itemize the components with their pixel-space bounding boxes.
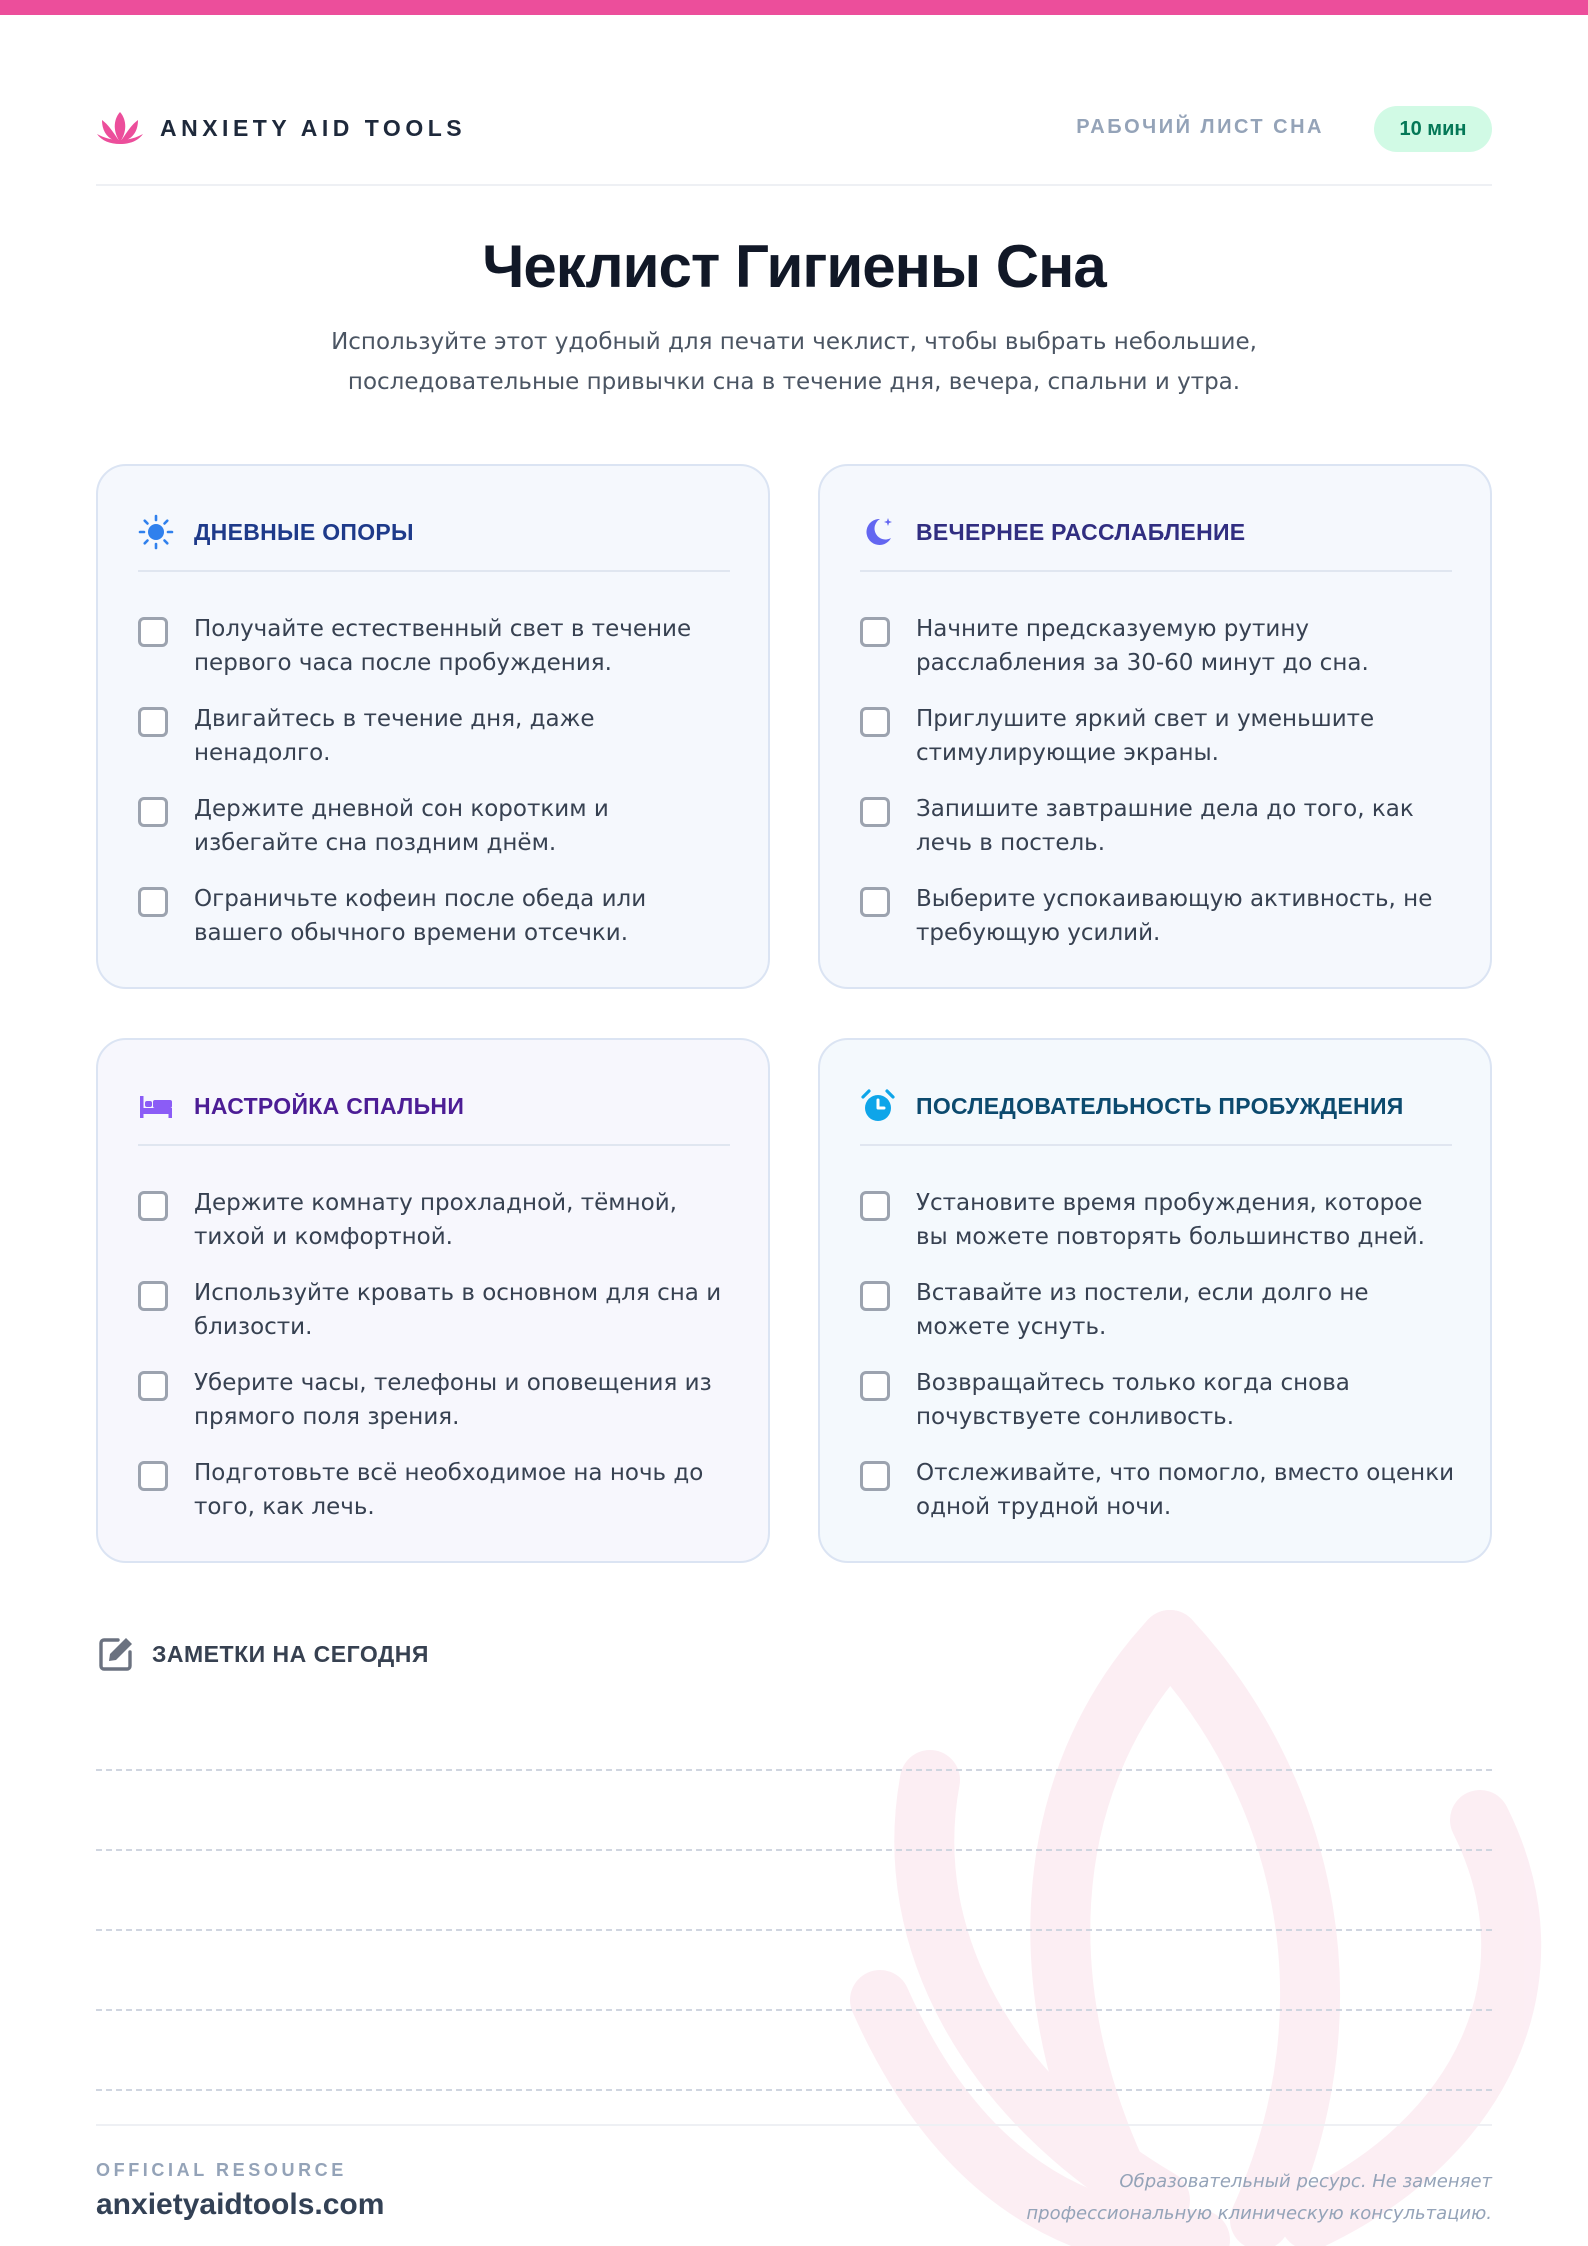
checklist-item — [138, 702, 738, 770]
alarm-clock-icon — [860, 1088, 896, 1124]
checklist-item-text: Установите время пробуждения, которое вы можете повторять большинство дней. — [916, 1190, 1425, 1250]
footer-divider — [96, 2124, 1492, 2126]
checklist-item-text: Двигайтесь в течение дня, даже ненадолго. — [194, 706, 595, 766]
checklist-item-text: Ограничьте кофеин после обеда или вашего обычного времени отсечки. — [194, 886, 647, 946]
footer-label: OFFICIAL RESOURCE — [96, 2160, 347, 2180]
checkbox[interactable] — [138, 707, 168, 737]
note-writing-line[interactable] — [96, 1929, 1492, 1931]
note-writing-line[interactable] — [96, 2089, 1492, 2091]
checklist-item — [138, 792, 738, 860]
pencil-square-icon — [96, 1634, 136, 1674]
section-title: ДНЕВНЫЕ ОПОРЫ — [194, 519, 414, 545]
top-accent-bar — [0, 0, 1588, 15]
checklist-item — [138, 1276, 738, 1344]
checklist-item-text: Отслеживайте, что помогло, вместо оценки одной трудной ночи. — [916, 1460, 1455, 1520]
checklist-item — [138, 882, 738, 950]
notes-title: ЗАМЕТКИ НА СЕГОДНЯ — [152, 1640, 429, 1667]
checkbox[interactable] — [138, 1281, 168, 1311]
checkbox[interactable] — [138, 887, 168, 917]
note-writing-line[interactable] — [96, 1849, 1492, 1851]
checklist-item — [860, 882, 1460, 950]
page-header — [96, 100, 1492, 186]
checklist-item-text: Приглушите яркий свет и уменьшите стимулирующие экраны. — [916, 706, 1375, 766]
section-title: ВЕЧЕРНЕЕ РАССЛАБЛЕНИЕ — [916, 519, 1246, 545]
checklist-item — [138, 612, 738, 680]
checkbox[interactable] — [138, 1191, 168, 1221]
page-subtitle: Используйте этот удобный для печати чеклист, чтобы выбрать небольшие, последовательные привычки сна в течение дня, вечера, спальни и утра. — [331, 329, 1257, 395]
checkbox[interactable] — [138, 1461, 168, 1491]
checklist-item-text: Вставайте из постели, если долго не можете уснуть. — [916, 1280, 1369, 1340]
checkbox[interactable] — [860, 1191, 890, 1221]
section-header — [138, 1090, 730, 1146]
lotus-icon — [96, 108, 144, 148]
checklist — [138, 612, 738, 972]
checklist-item-text: Подготовьте всё необходимое на ночь до того, как лечь. — [194, 1460, 704, 1520]
checklist-item — [860, 702, 1460, 770]
checkbox[interactable] — [860, 797, 890, 827]
brand-name: ANXIETY AID TOOLS — [160, 114, 467, 141]
checkbox[interactable] — [860, 1281, 890, 1311]
checklist-item — [138, 1366, 738, 1434]
checklist-item — [860, 1456, 1460, 1524]
section-header — [860, 1090, 1452, 1146]
checklist-item-text: Начните предсказуемую рутину расслабления за 30-60 минут до сна. — [916, 616, 1369, 676]
checkbox[interactable] — [138, 617, 168, 647]
checklist — [860, 1186, 1460, 1546]
checkbox[interactable] — [860, 617, 890, 647]
checkbox[interactable] — [860, 1461, 890, 1491]
checkbox[interactable] — [860, 1371, 890, 1401]
checkbox[interactable] — [860, 707, 890, 737]
checkbox[interactable] — [138, 797, 168, 827]
checklist-item — [138, 1186, 738, 1254]
checklist-item-text: Запишите завтрашние дела до того, как лечь в постель. — [916, 796, 1414, 856]
bed-icon — [138, 1088, 174, 1124]
checklist-item-text: Используйте кровать в основном для сна и близости. — [194, 1280, 722, 1340]
document-type-label: РАБОЧИЙ ЛИСТ СНА — [1076, 116, 1324, 138]
checklist-item — [860, 792, 1460, 860]
section-title: НАСТРОЙКА СПАЛЬНИ — [194, 1093, 465, 1119]
checklist-item — [860, 1366, 1460, 1434]
checklist-item-text: Уберите часы, телефоны и оповещения из прямого поля зрения. — [194, 1370, 712, 1430]
note-writing-line[interactable] — [96, 1769, 1492, 1771]
section-header — [138, 516, 730, 572]
checklist-item — [860, 612, 1460, 680]
checklist-item-text: Держите комнату прохладной, тёмной, тихой и комфортной. — [194, 1190, 677, 1250]
moon-stars-icon — [860, 514, 896, 550]
notes-header — [96, 1634, 429, 1674]
section-header — [860, 516, 1452, 572]
section-card-bedroom — [96, 1038, 770, 1563]
checklist-item-text: Получайте естественный свет в течение первого часа после пробуждения. — [194, 616, 692, 676]
section-title: ПОСЛЕДОВАТЕЛЬНОСТЬ ПРОБУЖДЕНИЯ — [916, 1093, 1404, 1119]
section-card-wake — [818, 1038, 1492, 1563]
page-title: Чеклист Гигиены Сна — [482, 233, 1106, 300]
checklist-item — [860, 1276, 1460, 1344]
checklist-item-text: Возвращайтесь только когда снова почувствуете сонливость. — [916, 1370, 1350, 1430]
checkbox[interactable] — [860, 887, 890, 917]
note-writing-line[interactable] — [96, 2009, 1492, 2011]
lotus-watermark-icon — [840, 1580, 1588, 2246]
checklist — [138, 1186, 738, 1546]
sun-icon — [138, 514, 174, 550]
checklist-item-text: Держите дневной сон коротким и избегайте сна поздним днём. — [194, 796, 609, 856]
checklist-item — [860, 1186, 1460, 1254]
checklist — [860, 612, 1460, 972]
section-card-evening — [818, 464, 1492, 989]
section-card-daytime — [96, 464, 770, 989]
checklist-item-text: Выберите успокаивающую активность, не требующую усилий. — [916, 886, 1433, 946]
footer-website-link[interactable]: anxietyaidtools.com — [96, 2188, 385, 2221]
time-badge: 10 мин — [1374, 106, 1492, 152]
checklist-item — [138, 1456, 738, 1524]
footer-disclaimer: Образовательный ресурс. Не заменяет профессиональную клиническую консультацию. — [1026, 2171, 1492, 2224]
brand — [96, 108, 466, 148]
checkbox[interactable] — [138, 1371, 168, 1401]
